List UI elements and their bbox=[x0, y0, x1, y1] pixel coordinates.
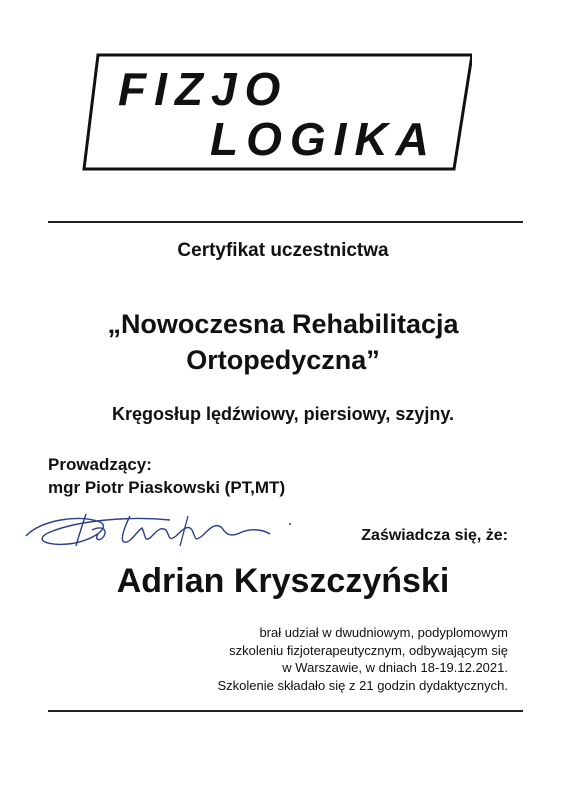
details-line-4: Szkolenie składało się z 21 godzin dydaktycznych. bbox=[217, 677, 508, 693]
details-line-3: w Warszawie, w dniach 18-19.12.2021. bbox=[282, 660, 508, 675]
course-title bbox=[20, 306, 546, 378]
fizjologika-logo bbox=[80, 52, 472, 172]
course-details bbox=[168, 624, 508, 694]
instructor-name: mgr Piotr Piaskowski (PT,MT) bbox=[48, 478, 286, 497]
instructor-signature bbox=[20, 506, 300, 552]
logo-word-fizjo: FIZJO bbox=[118, 63, 289, 115]
bottom-divider bbox=[48, 710, 523, 712]
course-title-line-2: Ortopedyczna” bbox=[186, 345, 380, 375]
logo-word-logika: LOGIKA bbox=[210, 113, 437, 165]
top-divider bbox=[48, 221, 523, 223]
course-title-line-1: „Nowoczesna Rehabilitacja bbox=[107, 309, 459, 339]
details-line-1: brał udział w dwudniowym, podyplomowym bbox=[259, 625, 508, 640]
instructor-label: Prowadzący: bbox=[48, 455, 152, 474]
attestation-text: Zaświadcza się, że: bbox=[361, 527, 508, 544]
certificate-heading: Certyfikat uczestnictwa bbox=[177, 240, 389, 261]
course-subtitle: Kręgosłup lędźwiowy, piersiowy, szyjny. bbox=[111, 404, 455, 424]
recipient-name: Adrian Kryszczyński bbox=[116, 562, 450, 600]
details-line-2: szkoleniu fizjoterapeutycznym, odbywającym się bbox=[229, 642, 508, 658]
